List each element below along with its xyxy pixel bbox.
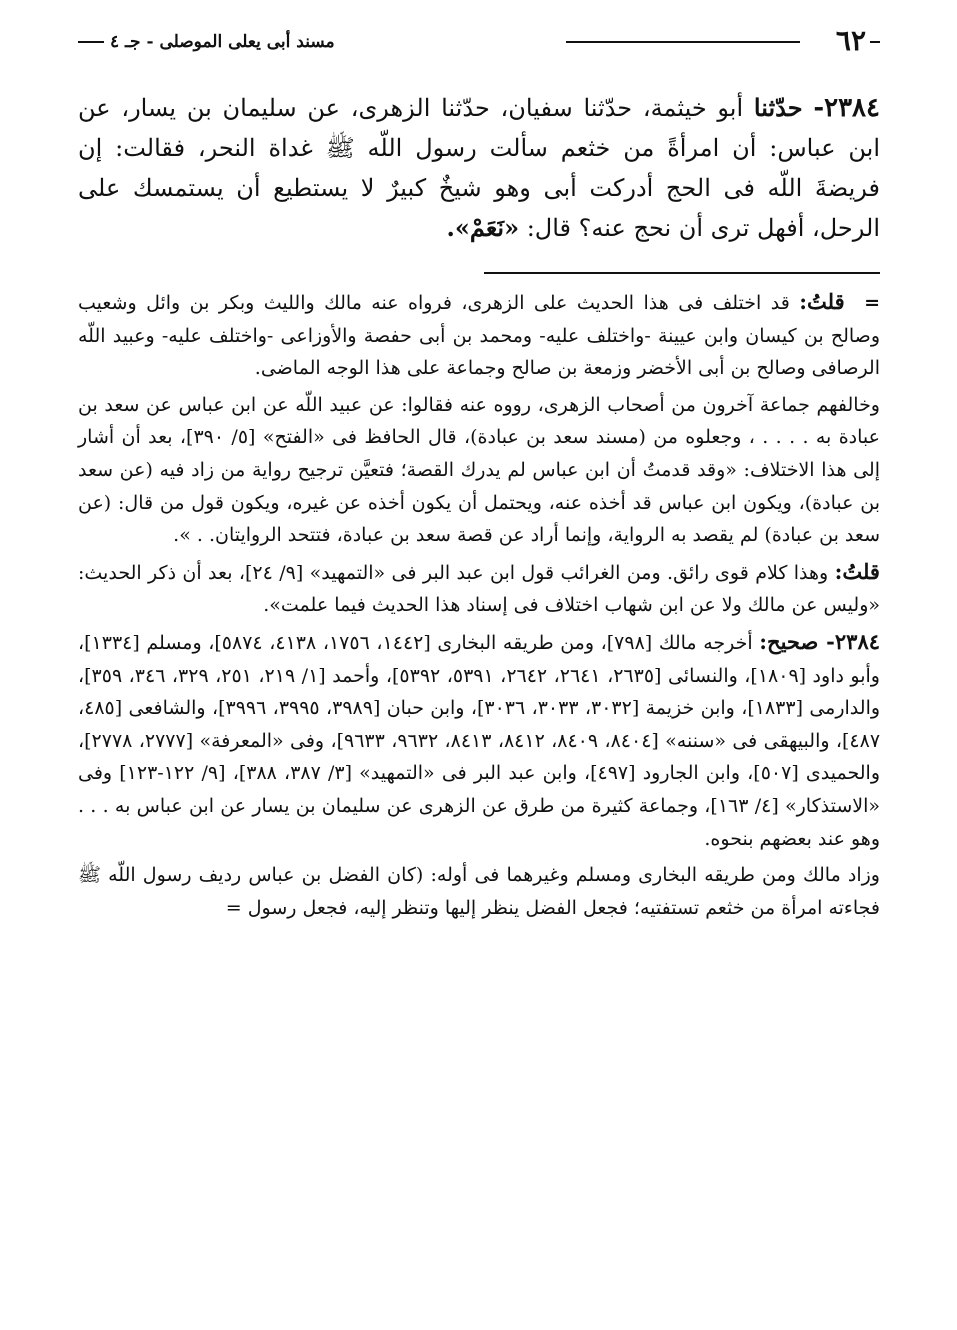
takhrij-heading: ٢٣٨٤- صحيح: <box>759 628 881 654</box>
header-rule <box>870 41 880 43</box>
footnote-paragraph <box>78 389 880 552</box>
footnote-text: وخالفهم جماعة آخرون من أصحاب الزهرى، رووه عنه فقالوا: عن عبيد اللّه عن ابن عباس عن سعد بن عبادة به . . . . ، وجعلوه من (مسند سعد بن عبادة)، قال الحافظ فى «الفتح» [٥/ ٣٩٠]، بعد أن أشار إلى هذا الاختلاف: «وقد قدمتُ أن ابن عباس لم يدرك القصة؛ فتعيَّن ترجيح رواية من زاد فيه (عن سعد بن عبادة)، ويكون ابن عباس قد أخذه عنه، ويحتمل أن يكون أخذه عن غيره، ويكون قول من قال: (عن سعد بن عبادة) لم يقصد به الرواية، وإنما أراد عن قصة سعد بن عبادة، فتتحد الروايتان. . ». <box>78 393 880 547</box>
running-header <box>78 22 880 66</box>
hadith-number: ٢٣٨٤- <box>813 93 880 123</box>
hadith-answer: «نَعَمْ». <box>446 213 520 242</box>
footnote-text: وزاد مالك ومن طريقه البخارى ومسلم وغيرهما فى أوله: (كان الفضل بن عباس رديف رسول اللّه ﷺ فجاءته امرأة من خثعم تستفتيه؛ فجعل الفضل ينظر إليها وتنظر إليه، فجعل رسول <box>78 864 880 919</box>
footnote-text: وهذا كلام قوى رائق. ومن الغرائب قول ابن عبد البر فى «التمهيد» [٩/ ٢٤]، بعد أن ذكر الحديث: «وليس عن مالك ولا عن ابن شهاب اختلاف فى إسناد هذا الحديث فيما علمت». <box>78 561 880 617</box>
takhrij-text: أخرجه مالك [٧٩٨]، ومن طريقه البخارى [١٤٤٢، ١٧٥٦، ٤١٣٨، ٥٨٧٤]، ومسلم [١٣٣٤]، وأبو داود [١٨٠٩]، والنسائى [٢٦٣٥، ٢٦٤١، ٢٦٤٢، ٥٣٩١، ٥٣٩٢]، وأحمد [١/ ٢١٩، ٢٥١، ٣٢٩، ٣٤٦، ٣٥٩]، والدارمى [١٨٣٣]، وابن خزيمة [٣٠٣٢، ٣٠٣٣، ٣٠٣٦]، وابن حبان [٣٩٨٩، ٣٩٩٥، ٣٩٩٦]، والشافعى [٤٨٥، ٤٨٧]، والبيهقى فى «سننه» [٨٤٠٤، ٨٤٠٩، ٨٤١٢، ٨٤١٣، ٩٦٣٢، ٩٦٣٣]، وفى «المعرفة» [٢٧٧٧، ٢٧٧٨]، والحميدى [٥٠٧]، وابن الجارود [٤٩٧]، وابن عبد البر فى «التمهيد» [٣/ ٣٨٧، ٣٨٨]، [٩/ ١٢٢-١٢٣] وفى «الاستذكار» [٤/ ١٦٣]، وجماعة كثيرة من طرق عن الزهرى عن سليمان بن يسار عن ابن عباس به . . . وهو عند بعضهم بنحوه. <box>78 631 881 850</box>
page-number: ٦٢ <box>835 24 866 57</box>
hadith-body: أبو خيثمة، حدّثنا سفيان، حدّثنا الزهرى، عن سليمان بن يسار، عن ابن عباس: أن امرأةً من خثعم سألت رسول اللّه ﷺ غداة النحر، فقالت: إن فريضةَ اللّه فى الحج أدركت أبى وهو شيخٌ كبيرٌ لا يستطيع أن يستمسك على الرحل، أفهل ترى أن نحج عنه؟ قال: <box>78 94 880 242</box>
footnote-separator <box>484 272 880 274</box>
footnote-text: قد اختلف فى هذا الحديث على الزهرى، فرواه عنه مالك والليث وبكر بن وائل وشعيب وصالح بن كيسان وابن عيينة -واختلف عليه- ومحمد بن أبى حفصة والأوزاعى -واختلف عليه- وعبيد اللّه الرصافى وصالح بن أبى الأخضر وزمعة بن صالح وجماعة على هذا الوجه الماضى. <box>78 292 880 380</box>
footnote-paragraph <box>78 859 880 924</box>
hadith-lead: حدّثنا <box>753 93 803 122</box>
footnote-paragraph <box>78 286 880 385</box>
footnotes <box>78 286 880 924</box>
book-title: مسند أبى يعلى الموصلى - جـ ٤ <box>110 32 335 52</box>
end-marker: = <box>225 896 242 919</box>
qultu-label: قلتُ: <box>799 289 845 314</box>
hadith-text <box>78 88 880 248</box>
book-page <box>78 22 880 1312</box>
qultu-label: قلتُ: <box>834 558 880 584</box>
footnote-paragraph <box>78 556 880 622</box>
header-rule <box>566 41 800 43</box>
header-rule <box>78 41 104 43</box>
continuation-marker: = <box>864 292 881 314</box>
takhrij-paragraph <box>78 626 880 855</box>
